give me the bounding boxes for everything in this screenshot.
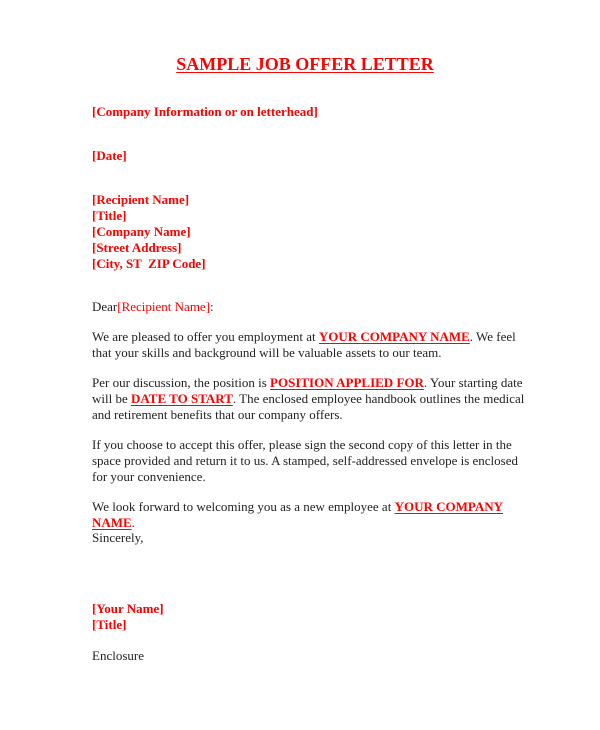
recipient-street-placeholder: [Street Address] <box>92 240 182 255</box>
paragraph-position <box>92 375 532 423</box>
salutation-name-placeholder: [Recipient Name] <box>117 299 211 314</box>
recipient-title-placeholder: [Title] <box>92 208 127 223</box>
paragraph-offer <box>92 329 532 361</box>
company-info-placeholder: [Company Information or on letterhead] <box>92 104 318 119</box>
company-name-placeholder: YOUR COMPANY NAME <box>318 329 470 344</box>
paragraph-welcome-text-end: . <box>131 515 135 530</box>
date-placeholder: [Date] <box>92 148 127 163</box>
salutation-prefix: Dear <box>92 299 118 314</box>
signer-name-placeholder: [Your Name] <box>92 601 164 616</box>
recipient-company-placeholder: [Company Name] <box>92 224 191 239</box>
paragraph-position-text: Per our discussion, the position is <box>92 375 271 390</box>
closing: Sincerely, <box>92 530 144 545</box>
salutation-suffix: : <box>210 299 214 314</box>
paragraph-acceptance: If you choose to accept this offer, please sign the second copy of this letter in the space provided and return it to us. A stamped, self-addressed envelope is enclosed for your convenience. <box>92 437 518 484</box>
company-name-placeholder-2: YOUR COMPANY NAME <box>92 499 503 530</box>
paragraph-offer-text-end: . We feel that your skills and background will be valuable assets to our team. <box>92 329 516 360</box>
position-placeholder: POSITION APPLIED FOR <box>270 375 424 390</box>
letter-title: SAMPLE JOB OFFER LETTER <box>176 54 434 74</box>
paragraph-position-text-mid: . Your starting date will be <box>92 375 523 406</box>
salutation <box>92 299 214 315</box>
paragraph-welcome-text: We look forward to welcoming you as a new employee at <box>92 499 395 514</box>
recipient-name-placeholder: [Recipient Name] <box>92 192 190 207</box>
paragraph-position-text-end: . The enclosed employee handbook outlines the medical and retirement benefits that our company offers. <box>92 391 525 422</box>
paragraph-offer-text: We are pleased to offer you employment at <box>92 329 319 344</box>
paragraph-welcome <box>92 499 532 531</box>
enclosure-note: Enclosure <box>92 648 144 663</box>
recipient-city-placeholder: [City, ST ZIP Code] <box>92 256 206 271</box>
signer-title-placeholder: [Title] <box>92 617 127 632</box>
start-date-placeholder: DATE TO START <box>131 391 233 406</box>
